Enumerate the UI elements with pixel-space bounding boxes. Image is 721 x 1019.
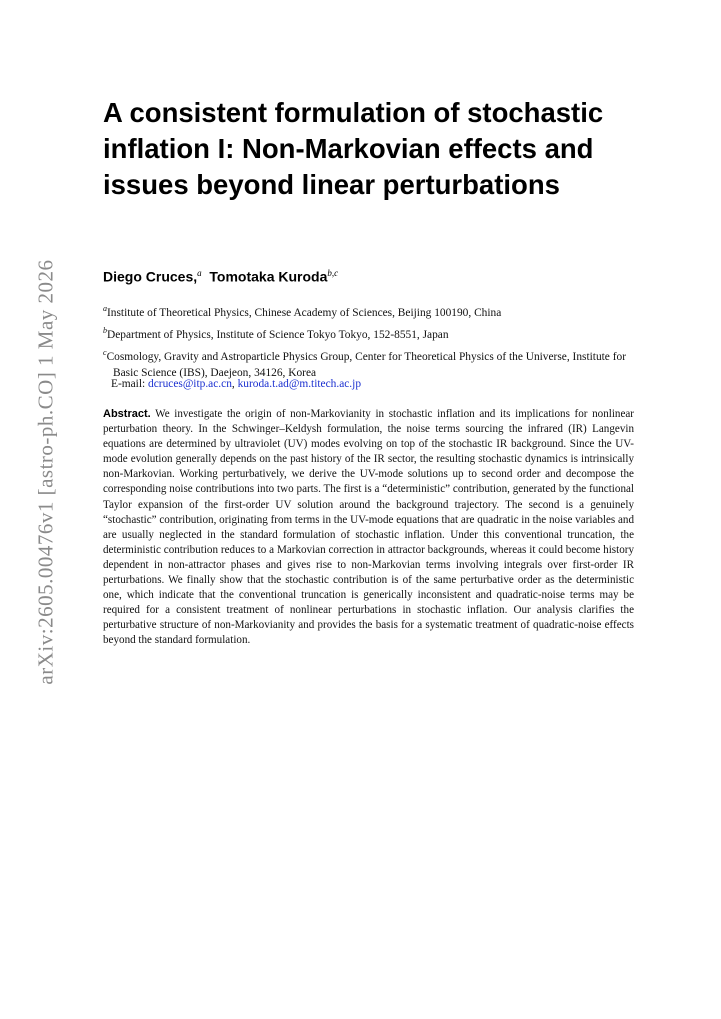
author-affiliation-mark: b,c: [327, 268, 339, 278]
affiliation-list: [103, 300, 638, 382]
email-separator: ,: [231, 378, 235, 390]
author-list: [103, 268, 338, 285]
author-name: Tomotaka Kuroda: [209, 268, 328, 285]
abstract-text: We investigate the origin of non-Markovianity in stochastic inflation and its implications for nonlinear perturbation theory. In the Schwinger–Keldysh formulation, the noise terms sourcing the infrared (IR) Langevin equations are determined by ultraviolet (UV) modes evolving on top of the stochastic IR background. Since the UV-mode evolution generally depends on the past history of the IR sector, the resulting stochastic dynamics is intrinsically non-Markovian. Working perturbatively, we derive the UV-mode solutions up to second order and decompose the corresponding noise contributions into two parts. The first is a “deterministic” contribution, generated by the functional Taylor expansion of the first-order UV solution around the background trajectory. The second is a genuinely “stochastic” contribution, originating from terms in the UV-mode equations that are quadratic in the noise variables and are usually neglected in the standard formulation of stochastic inflation. Under this conventional truncation, the deterministic contribution reduces to a Markovian correction in attractor backgrounds, whereas it could become history dependent in non-attractor phases and gives rise to non-Markovian terms involving integrals over first-order IR perturbations. We finally show that the stochastic contribution is of the same perturbative order as the deterministic one, which indicate that the conventional truncation is generically inconsistent and quadratic-noise terms may be required for a consistent treatment of nonlinear perturbations in stochastic inflation. Our analysis clarifies the perturbative structure of non-Markovianity and provides the basis for a systematic treatment of quadratic-noise effects beyond the standard formulation.: [103, 408, 635, 647]
email-label: E-mail:: [111, 378, 146, 390]
affiliation-mark: a: [103, 304, 107, 313]
abstract-label: Abstract.: [103, 408, 151, 420]
abstract: [103, 407, 634, 649]
affiliation-text: Department of Physics, Institute of Science Tokyo Tokyo, 152-8551, Japan: [107, 328, 449, 341]
affiliation-mark: c: [103, 347, 107, 357]
email-link[interactable]: dcruces@itp.ac.cn: [148, 378, 232, 390]
affiliation-text: Institute of Theoretical Physics, Chinese Academy of Sciences, Beijing 100190, China: [107, 306, 502, 319]
affiliation-item: [103, 344, 638, 383]
affiliation-text: Cosmology, Gravity and Astroparticle Physics Group, Center for Theoretical Physics of the Universe, Institute for Basic Science (IBS), Daejeon, 34126, Korea: [106, 350, 626, 380]
author-affiliation-mark: a: [197, 268, 202, 278]
author-name: Diego Cruces,: [103, 268, 198, 285]
affiliation-item: [103, 300, 638, 322]
email-link[interactable]: kuroda.t.ad@m.titech.ac.jp: [237, 378, 362, 390]
affiliation-item: [103, 322, 638, 344]
affiliation-mark: b: [103, 325, 107, 335]
arxiv-identifier-stamp: arXiv:2605.00476v1 [astro-ph.CO] 1 May 2026: [33, 259, 58, 685]
contact-email: [111, 378, 361, 390]
paper-title: A consistent formulation of stochastic inflation I: Non-Markovian effects and issues beyond linear perturbations: [103, 97, 604, 200]
